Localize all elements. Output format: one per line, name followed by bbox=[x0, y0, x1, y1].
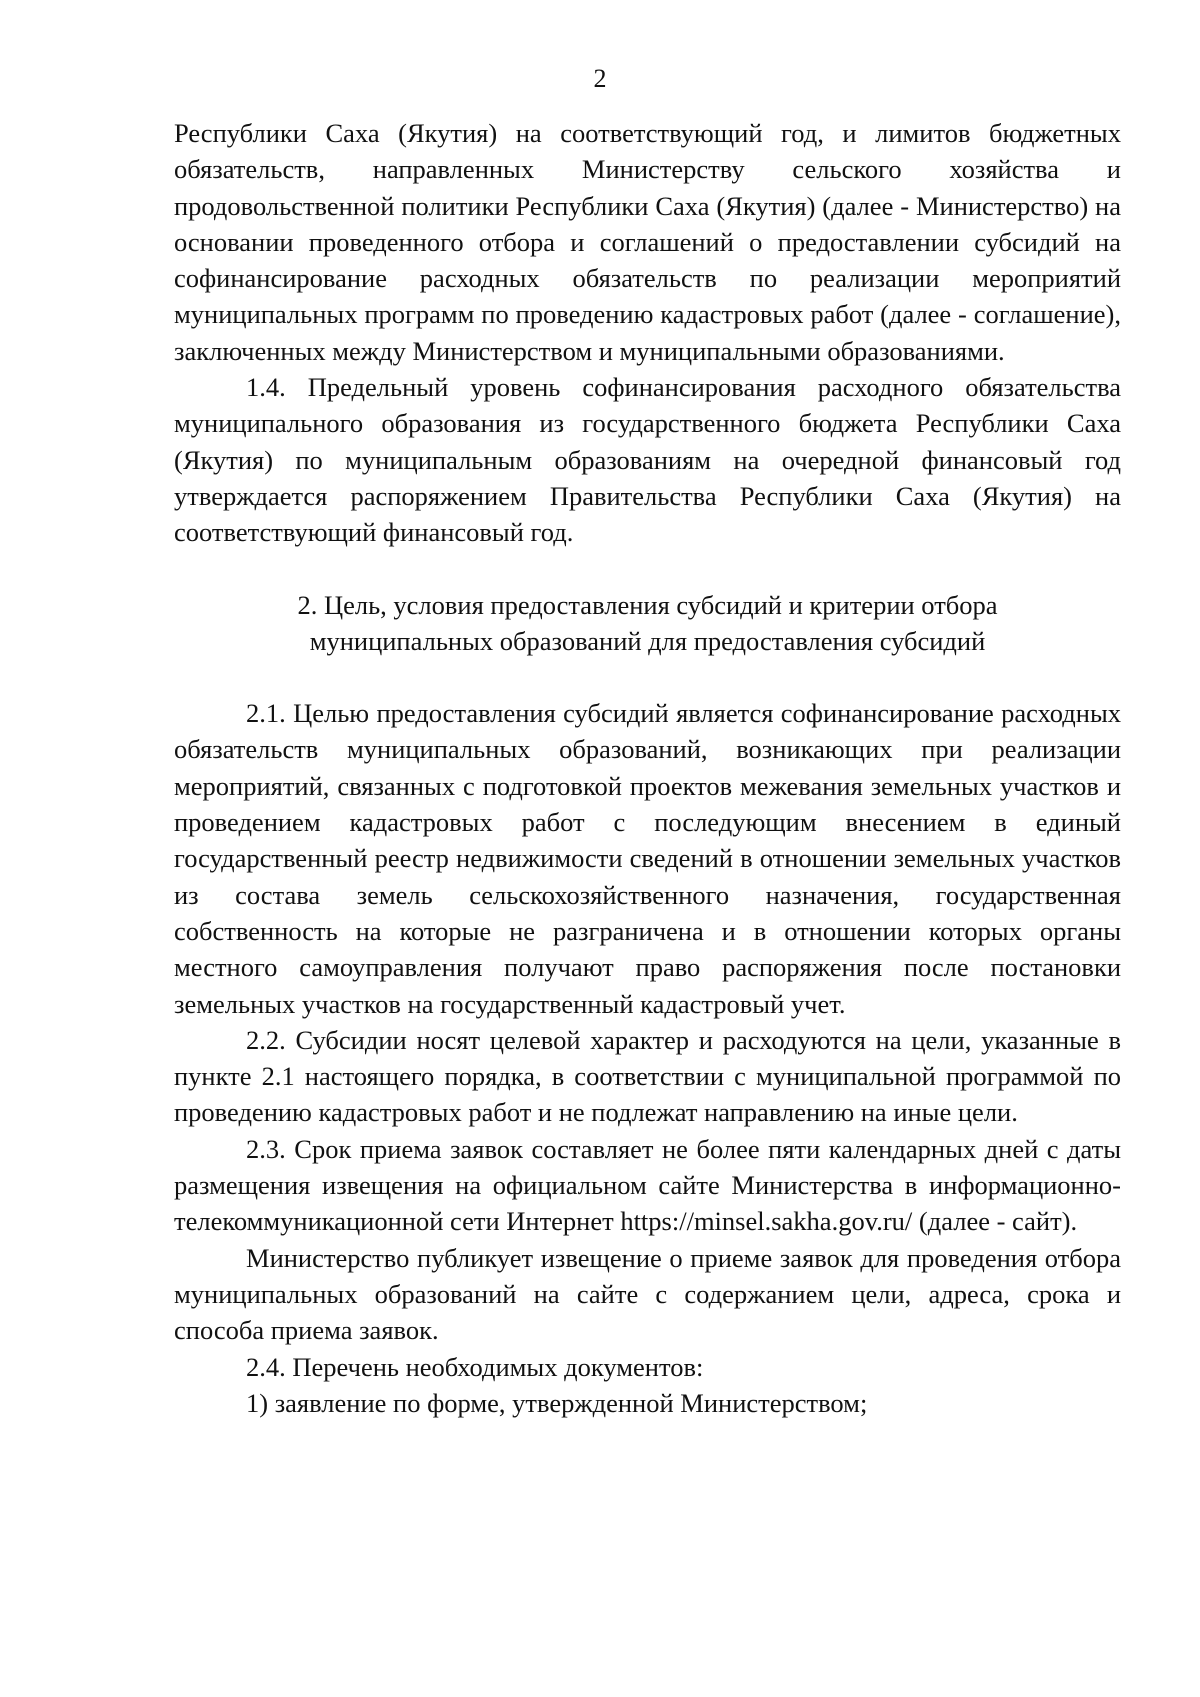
document-body bbox=[174, 115, 1121, 1421]
section-2-heading-line-2: муниципальных образований для предоставления субсидий bbox=[309, 625, 986, 656]
page-number: 2 bbox=[593, 64, 607, 93]
paragraph-2-2: 2.2. Субсидии носят целевой характер и расходуются на цели, указанные в пункте 2.1 настоящего порядка, в соответствии с муниципальной программой по проведению кадастровых работ и не подлежат направлению на иные цели. bbox=[174, 1024, 1121, 1128]
paragraph-1-4: 1.4. Предельный уровень софинансирования расходного обязательства муниципального образования из государственного бюджета Республики Саха (Якутия) по муниципальным образованиям на очередной финансовый год утверждается распоряжением Правительства Республики Саха (Якутия) на соответствующий финансовый год. bbox=[174, 372, 1121, 548]
paragraph-notice: Министерство публикует извещение о приеме заявок для проведения отбора муниципальных образований на сайте с содержанием цели, адреса, срока и способа приема заявок. bbox=[174, 1242, 1121, 1346]
paragraph-continuation: Республики Саха (Якутия) на соответствующий год, и лимитов бюджетных обязательств, направленных Министерству сельского хозяйства и продовольственной политики Республики Саха (Якутия) (далее - Министерство) на основании проведенного отбора и соглашений о предоставлении субсидий на софинансирование расходных обязательств по реализации мероприятий муниципальных программ по проведению кадастровых работ (далее - соглашение), заключенных между Министерством и муниципальными образованиями. bbox=[174, 118, 1121, 366]
paragraph-2-4: 2.4. Перечень необходимых документов: bbox=[246, 1351, 704, 1382]
paragraph-2-1: 2.1. Целью предоставления субсидий является софинансирование расходных обязательств муниципальных образований, возникающих при реализации мероприятий, связанных с подготовкой проектов межевания земельных участков и проведением кадастровых работ с последующим внесением в единый государственный реестр недвижимости сведений в отношении земельных участков из состава земель сельскохозяйственного назначения, государственная собственность на которые не разграничена и в отношении которых органы местного самоуправления получают право распоряжения после постановки земельных участков на государственный кадастровый учет. bbox=[174, 698, 1121, 1019]
section-2-heading-line-1: 2. Цель, условия предоставления субсидий и критерии отбора bbox=[297, 589, 998, 620]
section-2-heading bbox=[174, 587, 1121, 660]
list-item-1: 1) заявление по форме, утвержденной Министерством; bbox=[246, 1387, 868, 1418]
paragraph-2-3: 2.3. Срок приема заявок составляет не более пяти календарных дней с даты размещения извещения на официальном сайте Министерства в информационно-телекоммуникационной сети Интернет https://minsel.sakha.gov.ru/ (далее - сайт). bbox=[174, 1133, 1121, 1237]
